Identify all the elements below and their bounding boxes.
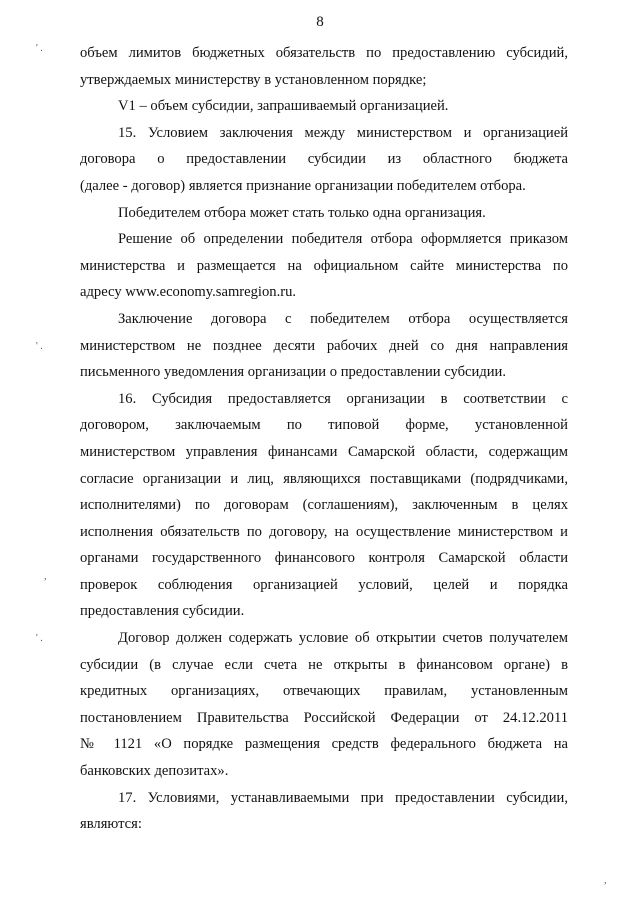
text-line: договором, заключаемым по типовой форме, установленной	[80, 417, 568, 434]
text-line: № 1121 «О порядке размещения средств федерального бюджета на	[80, 736, 568, 753]
text-line: Решение об определении победителя отбора оформляется приказом	[118, 231, 568, 248]
text-line: исполнителями) по договорам (соглашениям), заключенным в целях	[80, 497, 568, 514]
text-line: 15. Условием заключения между министерством и организацией	[118, 124, 568, 141]
text-line: органами государственного финансового контроля Самарской области	[80, 550, 568, 567]
text-line: постановлением Правительства Российской Федерации от 24.12.2011	[80, 709, 568, 726]
text-line: договора о предоставлении субсидии из областного бюджета	[80, 151, 568, 168]
margin-mark: ' .	[36, 633, 43, 644]
text-line: утверждаемых министерству в установленном порядке;	[80, 71, 427, 88]
text-line: субсидии (в случае если счета не открыты в финансовом органе) в	[80, 656, 568, 673]
page-number: 8	[316, 14, 324, 30]
text-line: министерства и размещается на официальном сайте министерства по	[80, 257, 568, 274]
paragraph	[80, 226, 568, 306]
text-line: проверок соблюдения организацией условий, целей и порядка	[80, 576, 568, 593]
text-line: министерством не позднее десяти рабочих дней со дня направления	[80, 337, 568, 354]
text-line: письменного уведомления организации о предоставлении субсидии.	[80, 364, 507, 381]
text-line: банковских депозитах».	[80, 763, 229, 780]
margin-mark: ' .	[36, 341, 43, 352]
text-line: исполнения обязательств по договору, на осуществление министерством и	[80, 523, 568, 540]
margin-mark: ' .	[36, 43, 43, 54]
text-line: предоставления субсидии.	[80, 603, 245, 620]
document-body	[80, 40, 568, 838]
paragraph	[80, 93, 568, 120]
text-line: согласие организации и лиц, являющихся поставщиками (подрядчиками,	[80, 470, 568, 487]
text-line: объем лимитов бюджетных обязательств по предоставлению субсидий,	[80, 45, 568, 61]
text-line: (далее - договор) является признание организации победителем отбора.	[80, 177, 526, 194]
text-line: Заключение договора с победителем отбора осуществляется	[118, 310, 568, 327]
margin-mark: ,	[604, 875, 607, 886]
text-line: адресу www.economy.samregion.ru.	[80, 284, 297, 301]
paragraph	[80, 625, 568, 785]
margin-mark: ,	[44, 571, 47, 582]
text-line: министерством управления финансами Самарской области, содержащим	[80, 443, 568, 460]
paragraph	[80, 120, 568, 200]
paragraph	[80, 306, 568, 386]
paragraph	[80, 386, 568, 625]
text-line: 16. Субсидия предоставляется организации в соответствии с	[118, 390, 568, 407]
text-line: кредитных организациях, отвечающих правилам, установленным	[80, 683, 568, 700]
text-line: 17. Условиями, устанавливаемыми при предоставлении субсидии,	[118, 789, 568, 806]
paragraph	[80, 200, 568, 227]
paragraph	[80, 785, 568, 838]
paragraph	[80, 40, 568, 93]
text-line: V1 – объем субсидии, запрашиваемый организацией.	[118, 98, 449, 115]
text-line: являются:	[80, 816, 142, 833]
text-line: Договор должен содержать условие об открытии счетов получателем	[118, 630, 568, 647]
text-line: Победителем отбора может стать только одна организация.	[118, 204, 486, 221]
